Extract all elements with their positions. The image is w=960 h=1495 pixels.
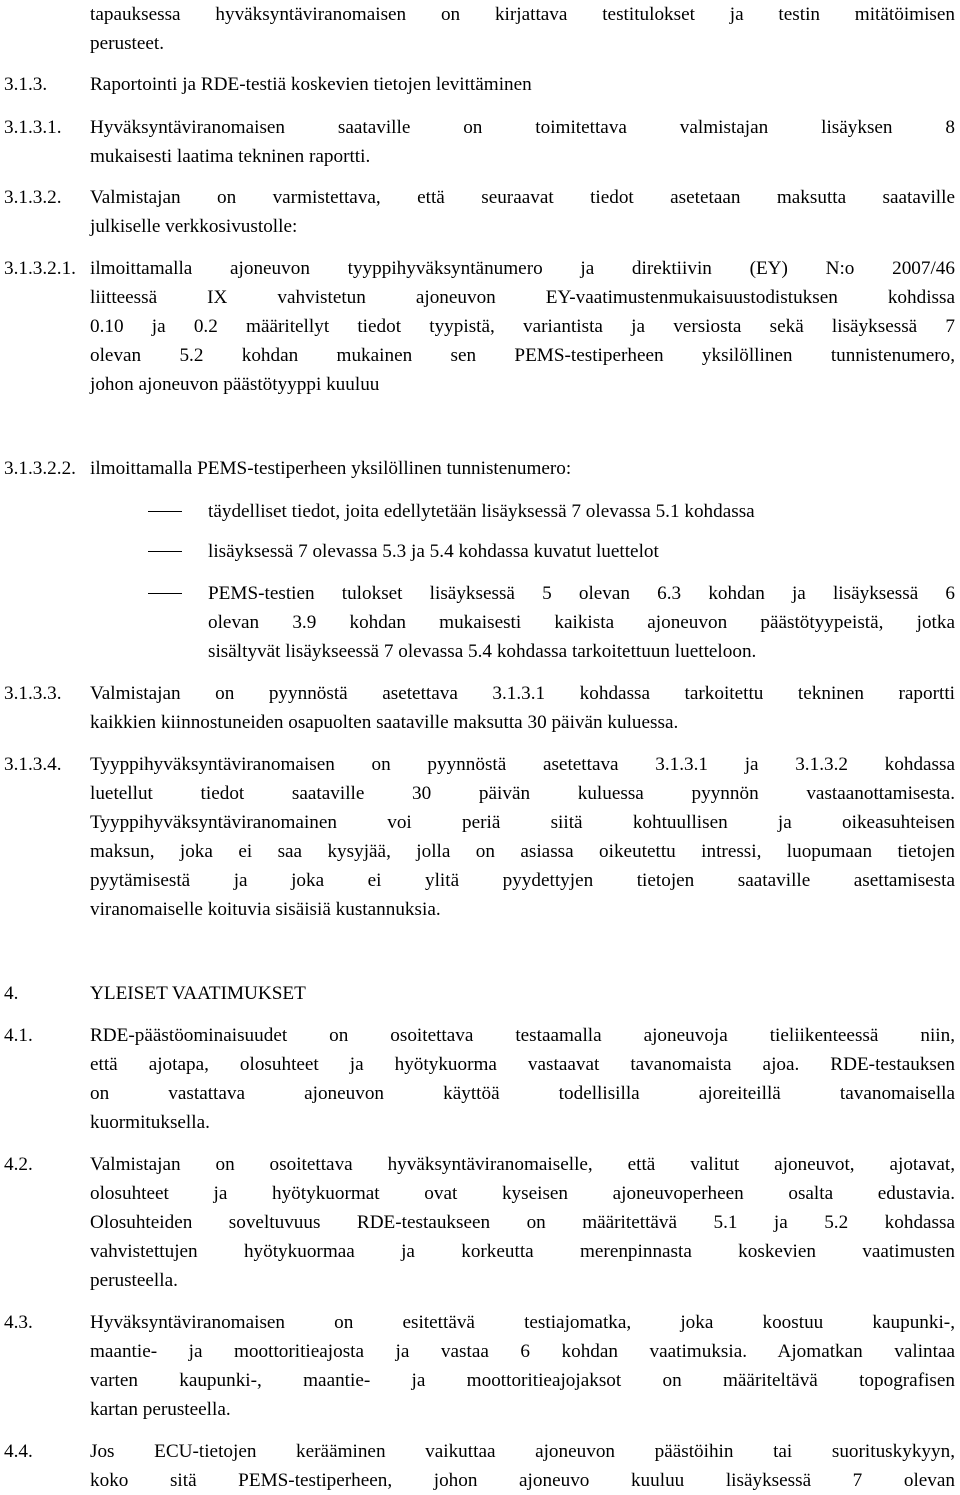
paragraph-line: liitteessä IX vahvistetun ajoneuvon EY-vaatimustenmukaisuustodistuksen kohdissa bbox=[90, 287, 955, 308]
section-number: 4. bbox=[4, 983, 19, 1004]
section-heading: Raportointi ja RDE-testiä koskevien tietojen levittäminen bbox=[90, 74, 532, 95]
section-number: 3.1.3.3. bbox=[4, 683, 62, 704]
paragraph-line: perusteella. bbox=[90, 1270, 178, 1291]
bullet-item-line: olevan 3.9 kohdan mukaisesti kaikista ajoneuvon päästötyypeistä, jotka bbox=[208, 612, 955, 633]
paragraph-line: kartan perusteella. bbox=[90, 1399, 231, 1420]
section-heading: YLEISET VAATIMUKSET bbox=[90, 983, 306, 1004]
paragraph-line: koko sitä PEMS-testiperheen, johon ajoneuvo kuuluu lisäyksessä 7 olevan bbox=[90, 1470, 955, 1491]
section-number: 3.1.3.4. bbox=[4, 754, 62, 775]
paragraph-line: että ajotapa, olosuhteet ja hyötykuorma vastaavat tavanomaista ajoa. RDE-testauksen bbox=[90, 1054, 955, 1075]
bullet-item: PEMS-testien tulokset lisäyksessä 5 olevan 6.3 kohdan ja lisäyksessä 6 bbox=[208, 583, 955, 604]
paragraph-line: perusteet. bbox=[90, 33, 165, 54]
paragraph-line: maksun, joka ei saa kysyjää, jolla on asiassa oikeutettu intressi, luopumaan tietojen bbox=[90, 841, 955, 862]
paragraph-line: Valmistajan on varmistettava, että seuraavat tiedot asetetaan maksutta saataville bbox=[90, 187, 955, 208]
paragraph-line: Valmistajan on osoitettava hyväksyntäviranomaiselle, että valitut ajoneuvot, ajotavat, bbox=[90, 1154, 955, 1175]
paragraph-line: olevan 5.2 kohdan mukainen sen PEMS-testiperheen yksilöllinen tunnistenumero, bbox=[90, 345, 955, 366]
section-number: 4.1. bbox=[4, 1025, 33, 1046]
paragraph-line: Jos ECU-tietojen kerääminen vaikuttaa ajoneuvon päästöihin tai suorituskykyyn, bbox=[90, 1441, 955, 1462]
bullet-item: lisäyksessä 7 olevassa 5.3 ja 5.4 kohdassa kuvatut luettelot bbox=[208, 541, 659, 562]
paragraph-line: Olosuhteiden soveltuvuus RDE-testaukseen on määritettävä 5.1 ja 5.2 kohdassa bbox=[90, 1212, 955, 1233]
paragraph-line: ilmoittamalla PEMS-testiperheen yksilöllinen tunnistenumero: bbox=[90, 458, 572, 479]
paragraph-line: Valmistajan on pyynnöstä asetettava 3.1.3.1 kohdassa tarkoitettu tekninen raportti bbox=[90, 683, 955, 704]
paragraph-line: Tyyppihyväksyntäviranomainen voi periä siitä kohtuullisen ja oikeasuhteisen bbox=[90, 812, 955, 833]
paragraph-line: julkiselle verkkosivustolle: bbox=[90, 216, 298, 237]
section-number: 4.2. bbox=[4, 1154, 33, 1175]
section-number: 3.1.3.2. bbox=[4, 187, 62, 208]
paragraph-line: kaikkien kiinnostuneiden osapuolten saataville maksutta 30 päivän kuluessa. bbox=[90, 712, 679, 733]
paragraph-line: Tyyppihyväksyntäviranomaisen on pyynnöstä asetettava 3.1.3.1 ja 3.1.3.2 kohdassa bbox=[90, 754, 955, 775]
paragraph-line: johon ajoneuvon päästötyyppi kuuluu bbox=[90, 374, 380, 395]
bullet-dash bbox=[148, 511, 182, 512]
paragraph-line: luetellut tiedot saataville 30 päivän kuluessa pyynnön vastaanottamisesta. bbox=[90, 783, 955, 804]
paragraph-line: ilmoittamalla ajoneuvon tyyppihyväksyntänumero ja direktiivin (EY) N:o 2007/46 bbox=[90, 258, 955, 279]
bullet-item-line: sisältyvät lisäykseessä 7 olevassa 5.4 kohdassa tarkoitettuun luetteloon. bbox=[208, 641, 757, 662]
paragraph-line: kuormituksella. bbox=[90, 1112, 210, 1133]
section-number: 3.1.3.2.1. bbox=[4, 258, 76, 279]
paragraph-line: viranomaiselle koituvia sisäisiä kustannuksia. bbox=[90, 899, 441, 920]
paragraph-line: 0.10 ja 0.2 määritellyt tiedot tyypistä, variantista ja versiosta sekä lisäyksessä 7 bbox=[90, 316, 955, 337]
section-number: 3.1.3.1. bbox=[4, 117, 62, 138]
section-number: 4.3. bbox=[4, 1312, 33, 1333]
bullet-dash bbox=[148, 551, 182, 552]
paragraph-line: olosuhteet ja hyötykuormat ovat kyseisen ajoneuvoperheen osalta edustavia. bbox=[90, 1183, 955, 1204]
paragraph-line: pyytämisestä ja joka ei ylitä pyydettyjen tietojen saataville asettamisesta bbox=[90, 870, 955, 891]
paragraph-line: mukaisesti laatima tekninen raportti. bbox=[90, 146, 371, 167]
paragraph-line: maantie- ja moottoritieajosta ja vastaa 6 kohdan vaatimuksia. Ajomatkan valintaa bbox=[90, 1341, 955, 1362]
section-number: 4.4. bbox=[4, 1441, 33, 1462]
paragraph-line: RDE-päästöominaisuudet on osoitettava testaamalla ajoneuvoja tieliikenteessä niin, bbox=[90, 1025, 955, 1046]
paragraph-line: vahvistettujen hyötykuormaa ja korkeutta merenpinnasta koskevien vaatimusten bbox=[90, 1241, 955, 1262]
paragraph-line: tapauksessa hyväksyntäviranomaisen on kirjattava testitulokset ja testin mitätöimisen bbox=[90, 4, 955, 25]
paragraph-line: Hyväksyntäviranomaisen saataville on toimitettava valmistajan lisäyksen 8 bbox=[90, 117, 955, 138]
paragraph-line: varten kaupunki-, maantie- ja moottoritieajojaksot on määriteltävä topografisen bbox=[90, 1370, 955, 1391]
bullet-dash bbox=[148, 593, 182, 594]
section-number: 3.1.3.2.2. bbox=[4, 458, 76, 479]
paragraph-line: on vastattava ajoneuvon käyttöä todellisilla ajoreiteillä tavanomaisella bbox=[90, 1083, 955, 1104]
bullet-item: täydelliset tiedot, joita edellytetään lisäyksessä 7 olevassa 5.1 kohdassa bbox=[208, 501, 755, 522]
paragraph-line: Hyväksyntäviranomaisen on esitettävä testiajomatka, joka koostuu kaupunki-, bbox=[90, 1312, 955, 1333]
section-number: 3.1.3. bbox=[4, 74, 48, 95]
